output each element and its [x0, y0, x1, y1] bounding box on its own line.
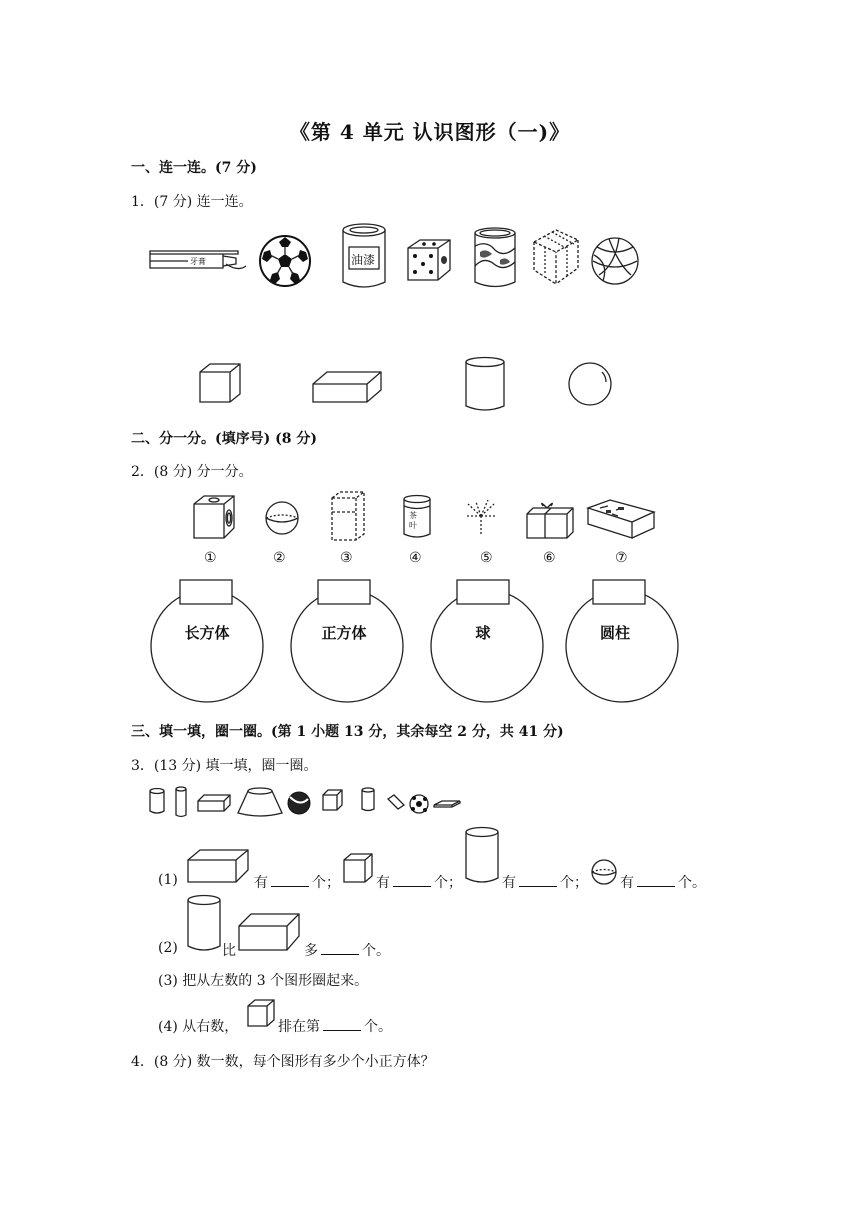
dice-icon — [404, 236, 454, 284]
ge-text: 个。 — [364, 1019, 392, 1035]
item-number: ⑤ — [480, 550, 493, 566]
question2-text: 2．(8 分) 分一分。 — [131, 464, 253, 480]
answer-box[interactable] — [593, 580, 645, 604]
item1-cube-icon — [192, 494, 236, 540]
sub1-sphere-count — [620, 872, 706, 892]
item6-gift-box-icon — [525, 500, 575, 540]
sub4-count — [278, 1016, 392, 1036]
sub4-cube-icon — [246, 998, 276, 1028]
toothpaste-label: 牙膏 — [190, 257, 206, 266]
sub1-cube-icon — [342, 852, 374, 884]
sub1-cuboid-icon — [186, 848, 250, 884]
cube-shape[interactable] — [198, 362, 242, 404]
ge-text: 个； — [312, 875, 340, 891]
question3-text: 3．(13 分) 填一填，圈一圈。 — [131, 758, 318, 774]
ge-text: 个。 — [362, 943, 390, 959]
sub2-cylinder-icon — [186, 894, 222, 954]
answer-blank[interactable] — [323, 1018, 361, 1031]
answer-blank[interactable] — [321, 942, 359, 955]
shape-row — [148, 785, 468, 819]
sub1-sphere-icon — [590, 858, 618, 886]
answer-box[interactable] — [457, 580, 509, 604]
sub3-text: (3) 把从左数的 3 个图形圈起来。 — [158, 973, 369, 989]
answer-blank[interactable] — [393, 874, 431, 887]
sub1-cube-count — [376, 872, 462, 892]
gift-box-sketch-icon — [530, 222, 582, 290]
cylinder-shape[interactable] — [464, 356, 506, 412]
category-label-cube: 正方体 — [321, 624, 367, 642]
cuboid-shape[interactable] — [311, 370, 383, 404]
page-title: 《第 4 单元 认识图形（一)》 — [289, 120, 571, 144]
bi-text: 比 — [222, 943, 236, 959]
category-label-cylinder: 圆柱 — [599, 624, 630, 642]
sub1-cylinder-icon — [464, 826, 500, 886]
section1-heading: 一、连一连。(7 分) — [131, 160, 257, 176]
sub1-prefix: (1) — [158, 872, 178, 888]
answer-blank[interactable] — [519, 874, 557, 887]
sub4-prefix: (4) 从右数， — [158, 1019, 239, 1035]
sub2-cuboid-icon — [237, 912, 301, 952]
item-number: ④ — [409, 550, 422, 566]
answer-blank[interactable] — [637, 874, 675, 887]
ge-text: 个。 — [678, 875, 706, 891]
sub1-cuboid-count — [254, 872, 340, 892]
decorated-can-icon — [472, 226, 518, 290]
item7-flat-box-icon — [586, 498, 656, 540]
category-label-cuboid: 长方体 — [184, 624, 230, 642]
answer-box[interactable] — [180, 580, 232, 604]
sub1-cylinder-count — [502, 872, 588, 892]
you-text: 有 — [254, 875, 268, 891]
answer-blank[interactable] — [271, 874, 309, 887]
paint-can-label: 油漆 — [351, 253, 376, 267]
ge-text: 个； — [560, 875, 588, 891]
item2-sphere-icon — [264, 500, 300, 536]
section2-heading: 二、分一分。(填序号) (8 分) — [131, 431, 317, 447]
item-number: ③ — [340, 550, 353, 566]
sphere-shape[interactable] — [566, 360, 614, 408]
you-text: 有 — [502, 875, 516, 891]
sub2-count — [304, 940, 390, 960]
question4-text: 4．(8 分) 数一数，每个图形有多少个小正方体？ — [131, 1054, 435, 1070]
sub4-mid-text: 排在第 — [278, 1019, 320, 1035]
sub2-prefix: (2) — [158, 940, 178, 956]
item-number: ⑦ — [615, 550, 628, 566]
soccer-ball-icon — [258, 234, 312, 288]
tea-can-label: 茶叶 — [409, 511, 417, 530]
item-number: ① — [204, 550, 217, 566]
ge-text: 个； — [434, 875, 462, 891]
item5-firework-icon — [462, 498, 500, 538]
volleyball-icon — [589, 235, 641, 287]
item3-cabinet-icon — [330, 490, 368, 542]
duo-text: 多 — [304, 943, 318, 959]
category-label-sphere: 球 — [475, 624, 491, 642]
item-number: ⑥ — [543, 550, 556, 566]
item-number: ② — [273, 550, 286, 566]
you-text: 有 — [376, 875, 390, 891]
section3-heading: 三、填一填，圈一圈。(第 1 小题 13 分，其余每空 2 分，共 41 分) — [131, 724, 564, 740]
you-text: 有 — [620, 875, 634, 891]
question1-text: 1．(7 分) 连一连。 — [131, 194, 253, 210]
answer-box[interactable] — [318, 580, 370, 604]
